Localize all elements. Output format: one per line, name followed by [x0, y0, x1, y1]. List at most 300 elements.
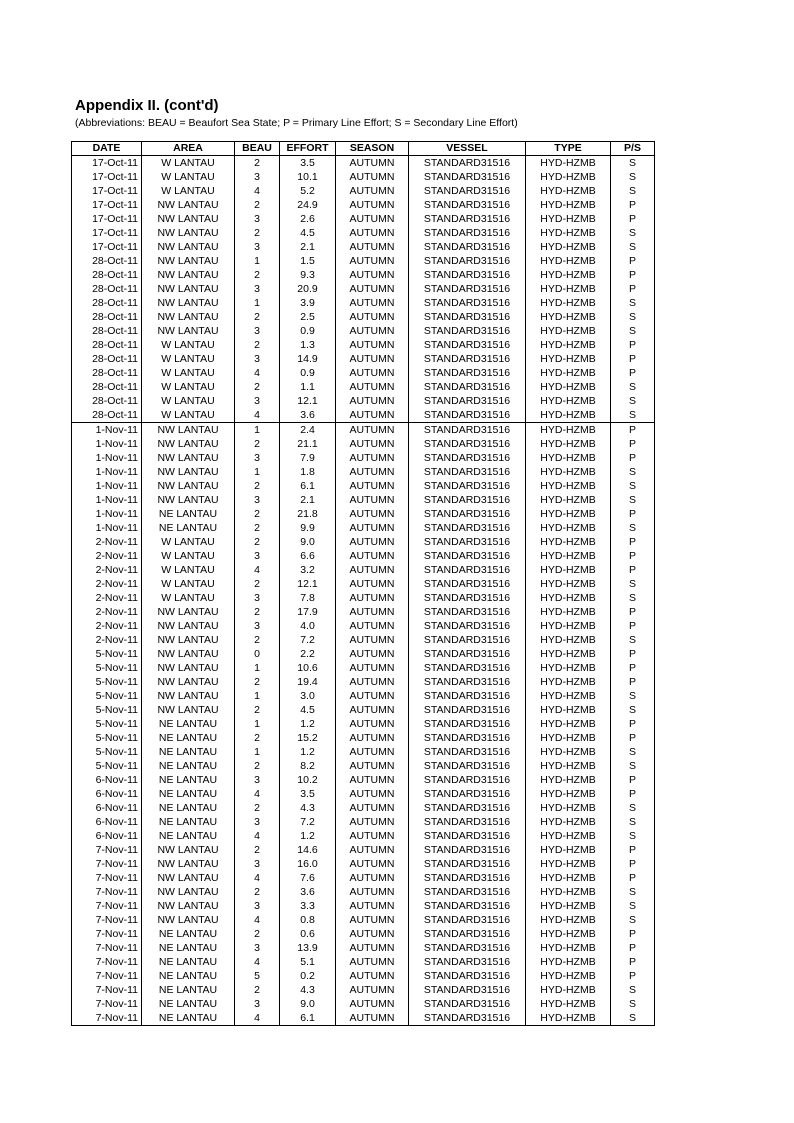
season-cell: AUTUMN — [336, 479, 409, 493]
ps-cell: P — [611, 675, 655, 689]
table-row — [72, 451, 655, 465]
date-cell: 5-Nov-11 — [72, 661, 142, 675]
vessel-cell: STANDARD31516 — [409, 352, 526, 366]
type-cell: HYD-HZMB — [526, 521, 611, 535]
season-cell: AUTUMN — [336, 156, 409, 171]
area-cell: W LANTAU — [142, 535, 235, 549]
beau-cell: 3 — [235, 493, 280, 507]
type-cell: HYD-HZMB — [526, 408, 611, 423]
table-row — [72, 787, 655, 801]
beau-cell: 3 — [235, 899, 280, 913]
vessel-cell: STANDARD31516 — [409, 633, 526, 647]
type-cell: HYD-HZMB — [526, 535, 611, 549]
vessel-cell: STANDARD31516 — [409, 941, 526, 955]
table-row — [72, 661, 655, 675]
date-cell: 6-Nov-11 — [72, 787, 142, 801]
table-row — [72, 549, 655, 563]
table-row — [72, 731, 655, 745]
season-cell: AUTUMN — [336, 759, 409, 773]
type-cell: HYD-HZMB — [526, 324, 611, 338]
effort-cell: 9.0 — [280, 997, 336, 1011]
area-cell: NE LANTAU — [142, 731, 235, 745]
ps-cell: P — [611, 549, 655, 563]
beau-cell: 3 — [235, 451, 280, 465]
date-cell: 1-Nov-11 — [72, 521, 142, 535]
date-cell: 5-Nov-11 — [72, 759, 142, 773]
ps-cell: S — [611, 479, 655, 493]
type-cell: HYD-HZMB — [526, 451, 611, 465]
type-cell: HYD-HZMB — [526, 212, 611, 226]
date-cell: 1-Nov-11 — [72, 437, 142, 451]
table-row — [72, 240, 655, 254]
vessel-cell: STANDARD31516 — [409, 577, 526, 591]
ps-cell: P — [611, 282, 655, 296]
ps-cell: P — [611, 268, 655, 282]
effort-cell: 3.6 — [280, 885, 336, 899]
vessel-cell: STANDARD31516 — [409, 240, 526, 254]
season-cell: AUTUMN — [336, 913, 409, 927]
area-cell: NW LANTAU — [142, 885, 235, 899]
type-cell: HYD-HZMB — [526, 268, 611, 282]
date-cell: 7-Nov-11 — [72, 969, 142, 983]
date-cell: 17-Oct-11 — [72, 170, 142, 184]
table-row — [72, 619, 655, 633]
effort-cell: 6.6 — [280, 549, 336, 563]
season-cell: AUTUMN — [336, 437, 409, 451]
table-row — [72, 226, 655, 240]
type-cell: HYD-HZMB — [526, 380, 611, 394]
ps-cell: S — [611, 815, 655, 829]
area-cell: NE LANTAU — [142, 969, 235, 983]
vessel-cell: STANDARD31516 — [409, 507, 526, 521]
ps-cell: S — [611, 745, 655, 759]
beau-cell: 2 — [235, 703, 280, 717]
season-cell: AUTUMN — [336, 633, 409, 647]
table-header — [72, 142, 655, 156]
area-cell: NE LANTAU — [142, 829, 235, 843]
effort-table — [71, 141, 655, 1026]
season-cell: AUTUMN — [336, 745, 409, 759]
vessel-cell: STANDARD31516 — [409, 787, 526, 801]
area-cell: NW LANTAU — [142, 493, 235, 507]
table-row — [72, 465, 655, 479]
column-header-ps: P/S — [611, 142, 655, 156]
vessel-cell: STANDARD31516 — [409, 310, 526, 324]
type-cell: HYD-HZMB — [526, 549, 611, 563]
effort-cell: 24.9 — [280, 198, 336, 212]
vessel-cell: STANDARD31516 — [409, 913, 526, 927]
table-row — [72, 479, 655, 493]
ps-cell: S — [611, 408, 655, 423]
area-cell: W LANTAU — [142, 380, 235, 394]
ps-cell: P — [611, 352, 655, 366]
vessel-cell: STANDARD31516 — [409, 563, 526, 577]
date-cell: 7-Nov-11 — [72, 997, 142, 1011]
beau-cell: 3 — [235, 815, 280, 829]
table-row — [72, 212, 655, 226]
effort-cell: 2.1 — [280, 240, 336, 254]
table-row — [72, 941, 655, 955]
ps-cell: S — [611, 983, 655, 997]
vessel-cell: STANDARD31516 — [409, 969, 526, 983]
type-cell: HYD-HZMB — [526, 983, 611, 997]
table-row — [72, 268, 655, 282]
type-cell: HYD-HZMB — [526, 198, 611, 212]
ps-cell: P — [611, 507, 655, 521]
vessel-cell: STANDARD31516 — [409, 647, 526, 661]
table-row — [72, 184, 655, 198]
type-cell: HYD-HZMB — [526, 759, 611, 773]
table-row — [72, 815, 655, 829]
season-cell: AUTUMN — [336, 535, 409, 549]
vessel-cell: STANDARD31516 — [409, 394, 526, 408]
area-cell: NW LANTAU — [142, 871, 235, 885]
ps-cell: S — [611, 394, 655, 408]
effort-cell: 10.2 — [280, 773, 336, 787]
season-cell: AUTUMN — [336, 577, 409, 591]
season-cell: AUTUMN — [336, 619, 409, 633]
beau-cell: 2 — [235, 675, 280, 689]
area-cell: W LANTAU — [142, 338, 235, 352]
ps-cell: S — [611, 521, 655, 535]
area-cell: NW LANTAU — [142, 198, 235, 212]
ps-cell: P — [611, 661, 655, 675]
date-cell: 17-Oct-11 — [72, 156, 142, 171]
date-cell: 2-Nov-11 — [72, 605, 142, 619]
date-cell: 6-Nov-11 — [72, 829, 142, 843]
vessel-cell: STANDARD31516 — [409, 605, 526, 619]
area-cell: NE LANTAU — [142, 745, 235, 759]
type-cell: HYD-HZMB — [526, 254, 611, 268]
effort-cell: 7.2 — [280, 633, 336, 647]
effort-cell: 2.5 — [280, 310, 336, 324]
date-cell: 5-Nov-11 — [72, 717, 142, 731]
ps-cell: P — [611, 773, 655, 787]
season-cell: AUTUMN — [336, 647, 409, 661]
beau-cell: 2 — [235, 633, 280, 647]
date-cell: 7-Nov-11 — [72, 913, 142, 927]
beau-cell: 2 — [235, 310, 280, 324]
vessel-cell: STANDARD31516 — [409, 493, 526, 507]
vessel-cell: STANDARD31516 — [409, 619, 526, 633]
area-cell: NW LANTAU — [142, 310, 235, 324]
effort-cell: 14.9 — [280, 352, 336, 366]
type-cell: HYD-HZMB — [526, 394, 611, 408]
ps-cell: P — [611, 423, 655, 438]
vessel-cell: STANDARD31516 — [409, 156, 526, 171]
date-cell: 28-Oct-11 — [72, 394, 142, 408]
area-cell: NW LANTAU — [142, 296, 235, 310]
type-cell: HYD-HZMB — [526, 577, 611, 591]
ps-cell: S — [611, 577, 655, 591]
table-row — [72, 843, 655, 857]
date-cell: 28-Oct-11 — [72, 380, 142, 394]
area-cell: NW LANTAU — [142, 437, 235, 451]
table-row — [72, 899, 655, 913]
date-cell: 17-Oct-11 — [72, 198, 142, 212]
vessel-cell: STANDARD31516 — [409, 871, 526, 885]
ps-cell: S — [611, 296, 655, 310]
vessel-cell: STANDARD31516 — [409, 380, 526, 394]
type-cell: HYD-HZMB — [526, 352, 611, 366]
column-header-type: TYPE — [526, 142, 611, 156]
beau-cell: 2 — [235, 507, 280, 521]
area-cell: NW LANTAU — [142, 324, 235, 338]
table-row — [72, 633, 655, 647]
table-row — [72, 829, 655, 843]
effort-cell: 5.2 — [280, 184, 336, 198]
table-row — [72, 577, 655, 591]
beau-cell: 2 — [235, 521, 280, 535]
date-cell: 2-Nov-11 — [72, 619, 142, 633]
beau-cell: 3 — [235, 352, 280, 366]
table-row — [72, 282, 655, 296]
date-cell: 17-Oct-11 — [72, 212, 142, 226]
type-cell: HYD-HZMB — [526, 885, 611, 899]
effort-cell: 8.2 — [280, 759, 336, 773]
table-row — [72, 366, 655, 380]
vessel-cell: STANDARD31516 — [409, 170, 526, 184]
date-cell: 2-Nov-11 — [72, 535, 142, 549]
effort-cell: 7.9 — [280, 451, 336, 465]
type-cell: HYD-HZMB — [526, 955, 611, 969]
type-cell: HYD-HZMB — [526, 913, 611, 927]
vessel-cell: STANDARD31516 — [409, 815, 526, 829]
season-cell: AUTUMN — [336, 198, 409, 212]
ps-cell: S — [611, 759, 655, 773]
type-cell: HYD-HZMB — [526, 857, 611, 871]
vessel-cell: STANDARD31516 — [409, 198, 526, 212]
effort-cell: 0.2 — [280, 969, 336, 983]
beau-cell: 4 — [235, 184, 280, 198]
area-cell: NE LANTAU — [142, 717, 235, 731]
area-cell: W LANTAU — [142, 184, 235, 198]
date-cell: 17-Oct-11 — [72, 226, 142, 240]
table-row — [72, 198, 655, 212]
date-cell: 1-Nov-11 — [72, 507, 142, 521]
beau-cell: 3 — [235, 773, 280, 787]
date-cell: 7-Nov-11 — [72, 843, 142, 857]
area-cell: NW LANTAU — [142, 843, 235, 857]
vessel-cell: STANDARD31516 — [409, 521, 526, 535]
effort-cell: 4.3 — [280, 801, 336, 815]
ps-cell: S — [611, 801, 655, 815]
effort-cell: 9.0 — [280, 535, 336, 549]
ps-cell: S — [611, 899, 655, 913]
area-cell: NW LANTAU — [142, 857, 235, 871]
column-header-effort: EFFORT — [280, 142, 336, 156]
date-cell: 28-Oct-11 — [72, 296, 142, 310]
season-cell: AUTUMN — [336, 591, 409, 605]
ps-cell: P — [611, 212, 655, 226]
ps-cell: S — [611, 380, 655, 394]
beau-cell: 0 — [235, 647, 280, 661]
beau-cell: 2 — [235, 577, 280, 591]
date-cell: 7-Nov-11 — [72, 885, 142, 899]
vessel-cell: STANDARD31516 — [409, 549, 526, 563]
season-cell: AUTUMN — [336, 338, 409, 352]
season-cell: AUTUMN — [336, 212, 409, 226]
vessel-cell: STANDARD31516 — [409, 591, 526, 605]
date-cell: 1-Nov-11 — [72, 423, 142, 438]
date-cell: 7-Nov-11 — [72, 871, 142, 885]
ps-cell: P — [611, 843, 655, 857]
area-cell: NE LANTAU — [142, 997, 235, 1011]
season-cell: AUTUMN — [336, 983, 409, 997]
beau-cell: 5 — [235, 969, 280, 983]
date-cell: 5-Nov-11 — [72, 731, 142, 745]
ps-cell: P — [611, 535, 655, 549]
vessel-cell: STANDARD31516 — [409, 745, 526, 759]
vessel-cell: STANDARD31516 — [409, 479, 526, 493]
area-cell: NE LANTAU — [142, 955, 235, 969]
season-cell: AUTUMN — [336, 465, 409, 479]
season-cell: AUTUMN — [336, 857, 409, 871]
table-row — [72, 324, 655, 338]
ps-cell: P — [611, 605, 655, 619]
table-body — [72, 156, 655, 1026]
vessel-cell: STANDARD31516 — [409, 408, 526, 423]
ps-cell: S — [611, 240, 655, 254]
season-cell: AUTUMN — [336, 423, 409, 438]
effort-cell: 2.6 — [280, 212, 336, 226]
area-cell: NE LANTAU — [142, 983, 235, 997]
effort-cell: 1.2 — [280, 717, 336, 731]
abbreviations-note: (Abbreviations: BEAU = Beaufort Sea State; P = Primary Line Effort; S = Secondary Line Effort) — [75, 117, 518, 129]
season-cell: AUTUMN — [336, 997, 409, 1011]
beau-cell: 2 — [235, 338, 280, 352]
season-cell: AUTUMN — [336, 521, 409, 535]
type-cell: HYD-HZMB — [526, 366, 611, 380]
type-cell: HYD-HZMB — [526, 801, 611, 815]
area-cell: W LANTAU — [142, 352, 235, 366]
column-header-date: DATE — [72, 142, 142, 156]
beau-cell: 2 — [235, 885, 280, 899]
type-cell: HYD-HZMB — [526, 675, 611, 689]
date-cell: 6-Nov-11 — [72, 773, 142, 787]
effort-cell: 21.1 — [280, 437, 336, 451]
effort-cell: 3.2 — [280, 563, 336, 577]
table-row — [72, 493, 655, 507]
effort-cell: 1.5 — [280, 254, 336, 268]
effort-cell: 0.6 — [280, 927, 336, 941]
ps-cell: S — [611, 829, 655, 843]
effort-cell: 6.1 — [280, 479, 336, 493]
season-cell: AUTUMN — [336, 184, 409, 198]
season-cell: AUTUMN — [336, 689, 409, 703]
ps-cell: S — [611, 689, 655, 703]
type-cell: HYD-HZMB — [526, 899, 611, 913]
table-row — [72, 703, 655, 717]
date-cell: 1-Nov-11 — [72, 493, 142, 507]
vessel-cell: STANDARD31516 — [409, 296, 526, 310]
beau-cell: 4 — [235, 871, 280, 885]
area-cell: W LANTAU — [142, 366, 235, 380]
season-cell: AUTUMN — [336, 815, 409, 829]
table-row — [72, 338, 655, 352]
table-row — [72, 759, 655, 773]
date-cell: 1-Nov-11 — [72, 465, 142, 479]
type-cell: HYD-HZMB — [526, 619, 611, 633]
date-cell: 5-Nov-11 — [72, 675, 142, 689]
ps-cell: P — [611, 338, 655, 352]
date-cell: 28-Oct-11 — [72, 282, 142, 296]
season-cell: AUTUMN — [336, 296, 409, 310]
season-cell: AUTUMN — [336, 226, 409, 240]
effort-cell: 12.1 — [280, 394, 336, 408]
table-row — [72, 423, 655, 438]
ps-cell: P — [611, 941, 655, 955]
table-row — [72, 535, 655, 549]
area-cell: NW LANTAU — [142, 647, 235, 661]
beau-cell: 1 — [235, 689, 280, 703]
beau-cell: 3 — [235, 549, 280, 563]
vessel-cell: STANDARD31516 — [409, 703, 526, 717]
type-cell: HYD-HZMB — [526, 927, 611, 941]
area-cell: W LANTAU — [142, 591, 235, 605]
date-cell: 7-Nov-11 — [72, 941, 142, 955]
ps-cell: P — [611, 563, 655, 577]
beau-cell: 1 — [235, 296, 280, 310]
beau-cell: 2 — [235, 927, 280, 941]
type-cell: HYD-HZMB — [526, 605, 611, 619]
type-cell: HYD-HZMB — [526, 465, 611, 479]
area-cell: NW LANTAU — [142, 465, 235, 479]
beau-cell: 3 — [235, 941, 280, 955]
vessel-cell: STANDARD31516 — [409, 717, 526, 731]
ps-cell: S — [611, 170, 655, 184]
type-cell: HYD-HZMB — [526, 310, 611, 324]
table-row — [72, 969, 655, 983]
beau-cell: 1 — [235, 423, 280, 438]
effort-cell: 12.1 — [280, 577, 336, 591]
table-row — [72, 605, 655, 619]
ps-cell: P — [611, 198, 655, 212]
vessel-cell: STANDARD31516 — [409, 983, 526, 997]
date-cell: 2-Nov-11 — [72, 577, 142, 591]
type-cell: HYD-HZMB — [526, 829, 611, 843]
column-header-beau: BEAU — [235, 142, 280, 156]
type-cell: HYD-HZMB — [526, 338, 611, 352]
beau-cell: 2 — [235, 801, 280, 815]
date-cell: 2-Nov-11 — [72, 591, 142, 605]
table-row — [72, 983, 655, 997]
effort-cell: 1.3 — [280, 338, 336, 352]
effort-cell: 15.2 — [280, 731, 336, 745]
area-cell: NW LANTAU — [142, 605, 235, 619]
column-header-area: AREA — [142, 142, 235, 156]
beau-cell: 4 — [235, 955, 280, 969]
type-cell: HYD-HZMB — [526, 871, 611, 885]
ps-cell: S — [611, 465, 655, 479]
season-cell: AUTUMN — [336, 268, 409, 282]
ps-cell: S — [611, 591, 655, 605]
effort-cell: 7.8 — [280, 591, 336, 605]
date-cell: 7-Nov-11 — [72, 1011, 142, 1026]
effort-cell: 7.2 — [280, 815, 336, 829]
date-cell: 28-Oct-11 — [72, 310, 142, 324]
vessel-cell: STANDARD31516 — [409, 254, 526, 268]
type-cell: HYD-HZMB — [526, 240, 611, 254]
vessel-cell: STANDARD31516 — [409, 675, 526, 689]
column-header-vessel: VESSEL — [409, 142, 526, 156]
vessel-cell: STANDARD31516 — [409, 268, 526, 282]
vessel-cell: STANDARD31516 — [409, 324, 526, 338]
area-cell: W LANTAU — [142, 170, 235, 184]
vessel-cell: STANDARD31516 — [409, 1011, 526, 1026]
table-row — [72, 507, 655, 521]
table-row — [72, 437, 655, 451]
